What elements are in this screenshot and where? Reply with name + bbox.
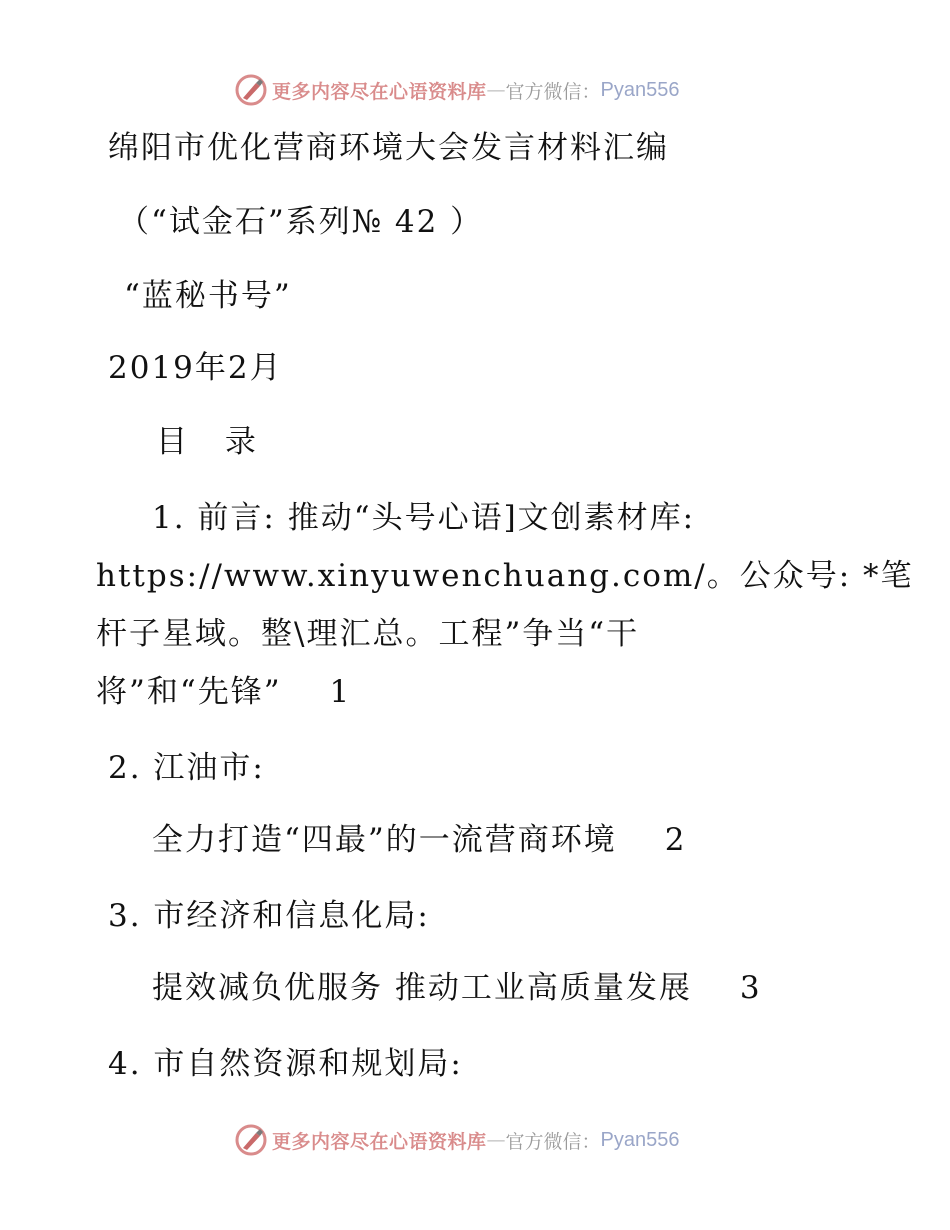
toc-item-3-title [152, 968, 762, 1008]
watermark-text: 更多内容尽在心语资料库 [272, 80, 487, 103]
watermark-dash: — [486, 79, 506, 101]
toc-item-3-title-text: 提效减负优服务 推动工业高质量发展 [152, 970, 692, 1006]
watermark-wechat-id: Pyan556 [600, 1128, 680, 1151]
toc-item-1-title-end: 将”和“先锋” [96, 674, 282, 710]
toc-item-1-page: 1 [329, 674, 352, 710]
brand-label: “蓝秘书号” [124, 278, 292, 314]
toc-item-1-line-3: 杆子星域。整\理汇总。工程”争当“干 [96, 616, 640, 652]
toc-item-1-line-4 [96, 672, 351, 712]
watermark-wechat-label: 官方微信： [505, 1130, 601, 1153]
date-label: 2019年2月 [108, 350, 283, 386]
series-label: （“试金石”系列№ 42 ） [118, 204, 484, 240]
pen-circle-icon [234, 1123, 268, 1157]
pen-circle-icon [234, 73, 268, 107]
watermark-banner-bottom [234, 1122, 680, 1158]
watermark-wechat-id: Pyan556 [600, 78, 680, 101]
toc-item-3-page: 3 [739, 970, 762, 1006]
toc-item-2-title-text: 全力打造“四最”的一流营商环境 [152, 822, 617, 858]
toc-item-1-line-1: 1. 前言: 推动“头号心语]文创素材库: [152, 500, 696, 536]
document-title: 绵阳市优化营商环境大会发言材料汇编 [108, 130, 669, 166]
toc-item-1-line-2: https://www.xinyuwenchuang.com/。公众号: *笔 [96, 558, 914, 594]
toc-item-3-label: 3. 市经济和信息化局: [108, 898, 430, 934]
watermark-text: 更多内容尽在心语资料库 [272, 1130, 487, 1153]
toc-item-2-title [152, 820, 686, 860]
watermark-banner-top [234, 72, 680, 108]
toc-item-4-label: 4. 市自然资源和规划局: [108, 1046, 463, 1082]
toc-item-2-label: 2. 江油市: [108, 750, 265, 786]
watermark-wechat-label: 官方微信： [505, 80, 601, 103]
toc-item-2-page: 2 [664, 822, 687, 858]
toc-heading: 目 录 [156, 424, 270, 460]
watermark-dash: — [486, 1129, 506, 1151]
